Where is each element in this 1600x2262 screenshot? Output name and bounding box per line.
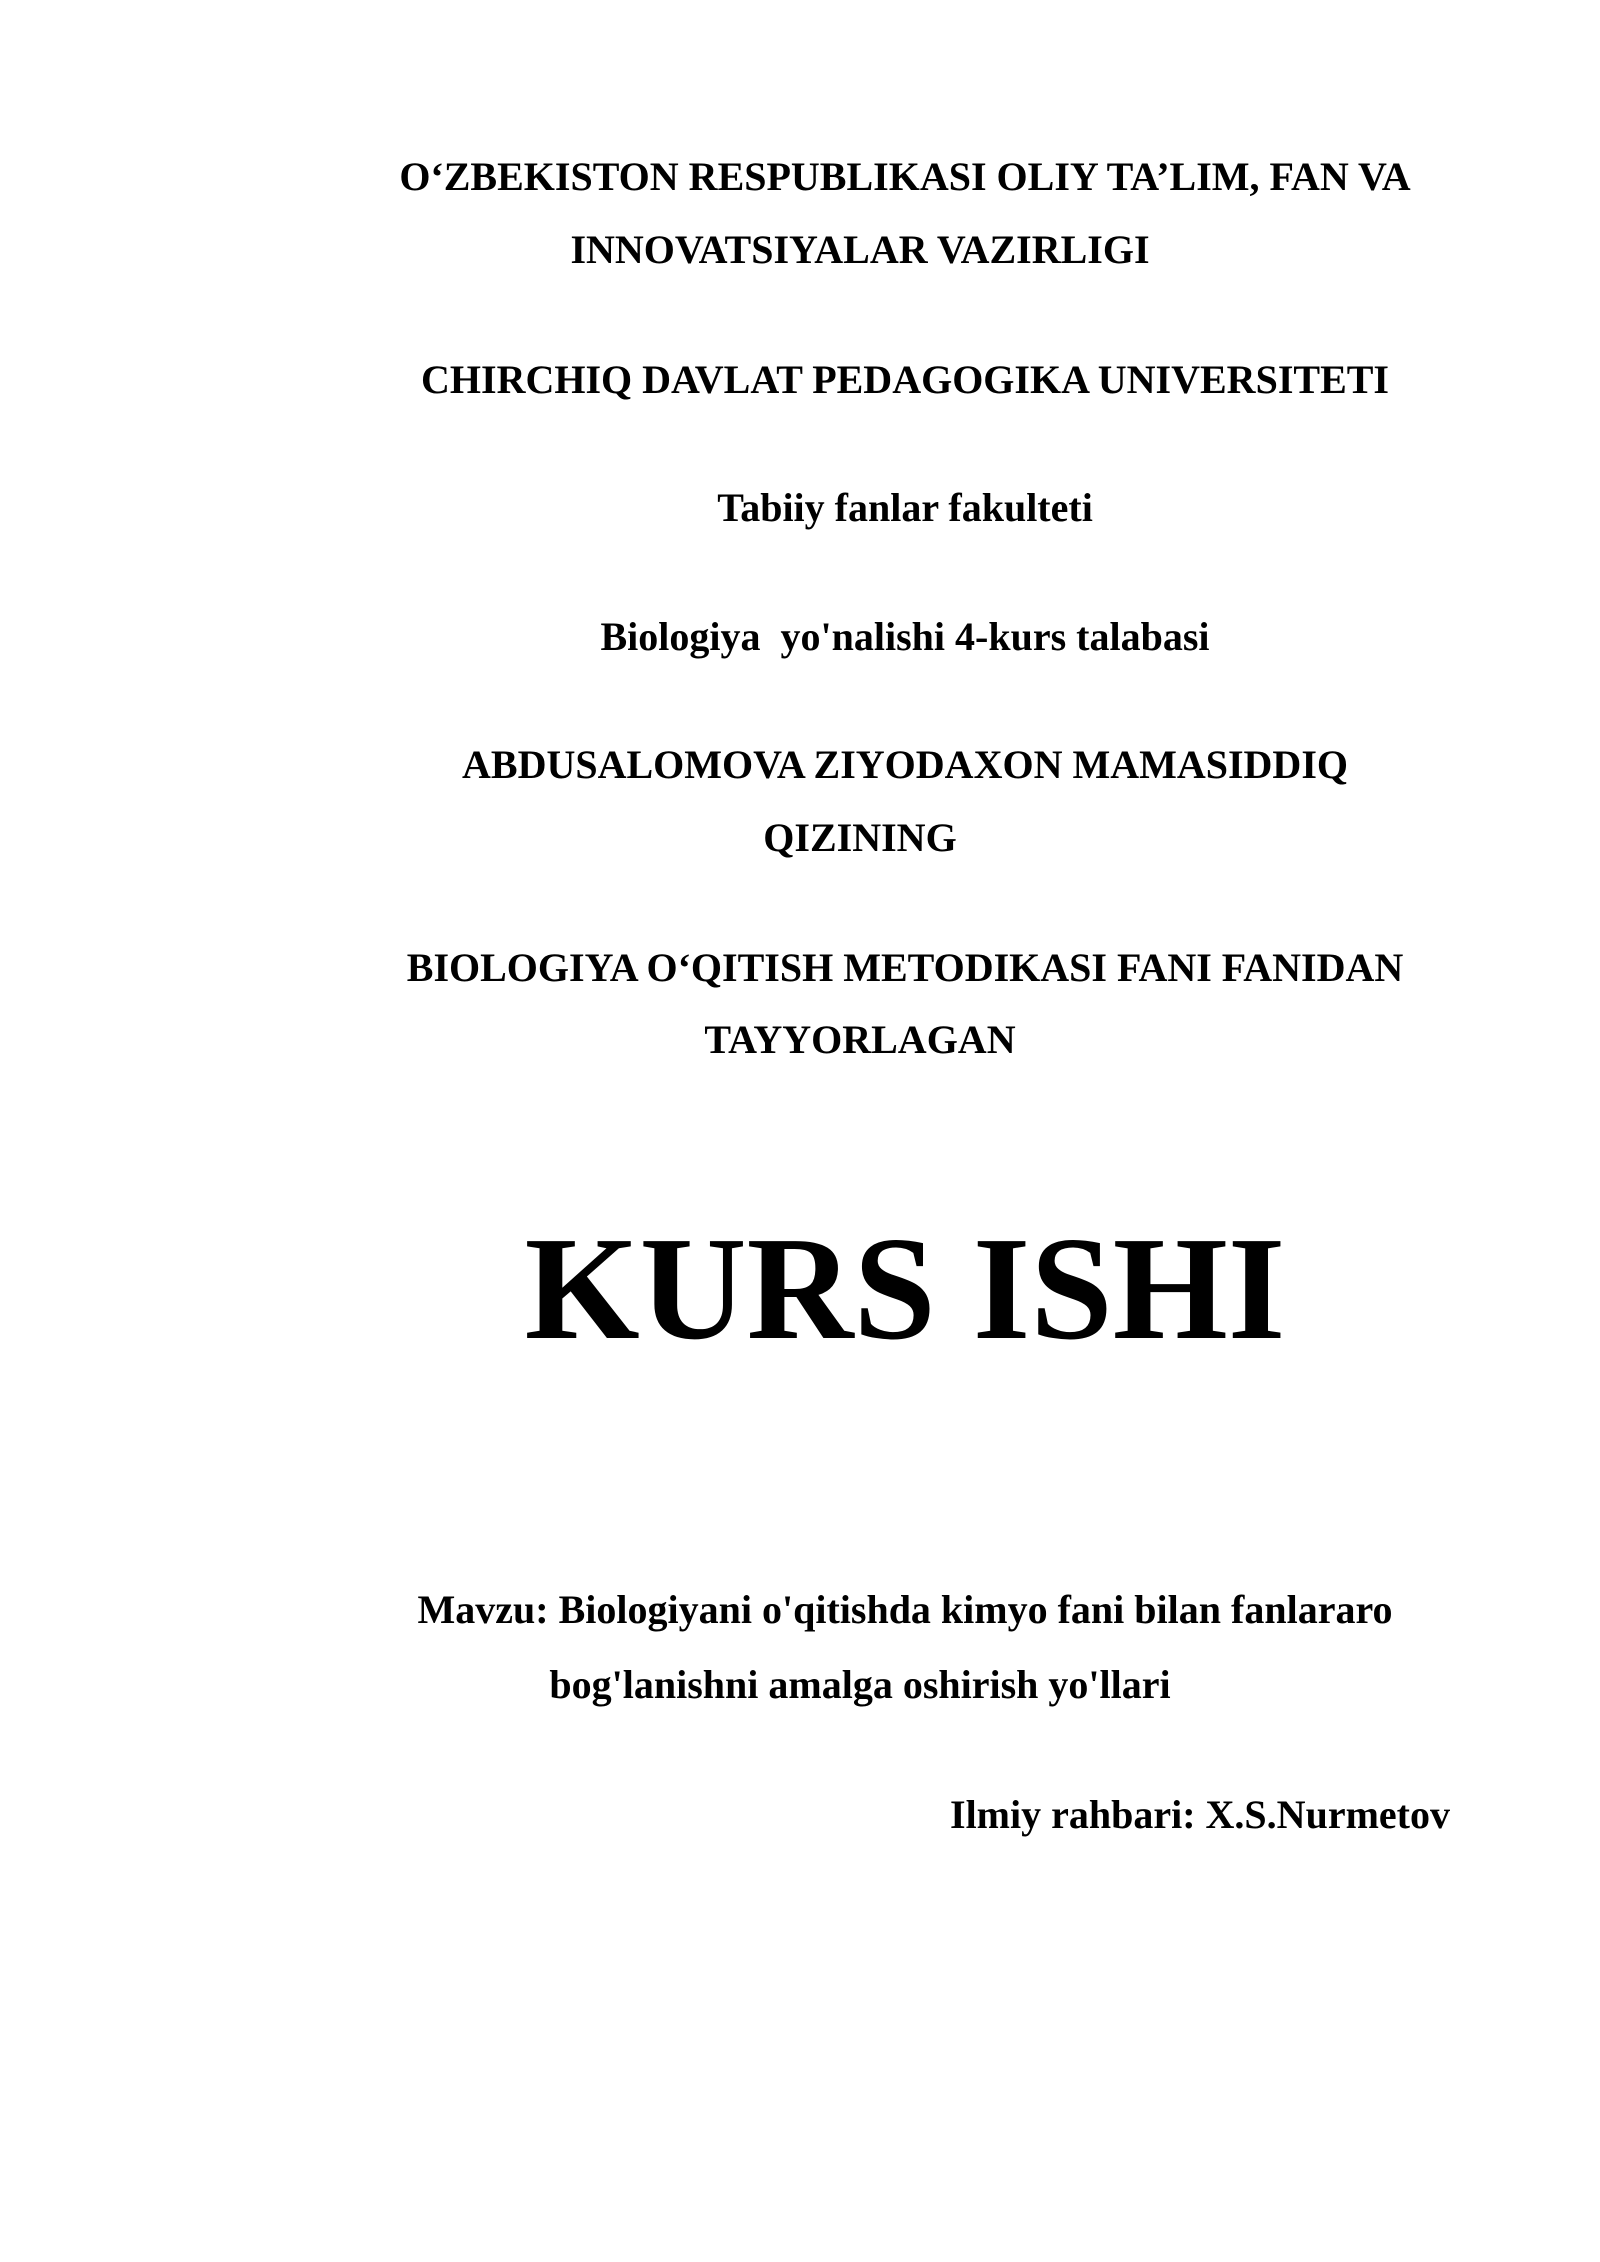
ministry-title-line-1: O‘ZBEKISTON RESPUBLIKASI OLIY TA’LIM, FAN VA	[399, 154, 1411, 199]
student-name-line-1: ABDUSALOMOVA ZIYODAXON MAMASIDDIQ	[462, 742, 1348, 787]
faculty-name: Tabiiy fanlar fakulteti	[717, 485, 1093, 530]
subject-line-1: BIOLOGIYA O‘QITISH METODIKASI FANI FANIDAN	[406, 945, 1404, 990]
university-name: CHIRCHIQ DAVLAT PEDAGOGIKA UNIVERSITETI	[421, 357, 1389, 402]
student-direction: Biologiya yo'nalishi 4-kurs talabasi	[600, 614, 1210, 659]
work-title: KURS ISHI	[524, 1207, 1286, 1371]
topic-line-2: bog'lanishni amalga oshirish yo'llari	[549, 1662, 1171, 1707]
student-name-line-2: QIZINING	[763, 815, 957, 860]
supervisor: Ilmiy rahbari: X.S.Nurmetov	[950, 1792, 1450, 1837]
topic-line-1: Mavzu: Biologiyani o'qitishda kimyo fani bilan fanlararo	[417, 1587, 1393, 1632]
subject-line-2: TAYYORLAGAN	[704, 1017, 1016, 1062]
ministry-title-line-2: INNOVATSIYALAR VAZIRLIGI	[570, 227, 1150, 272]
